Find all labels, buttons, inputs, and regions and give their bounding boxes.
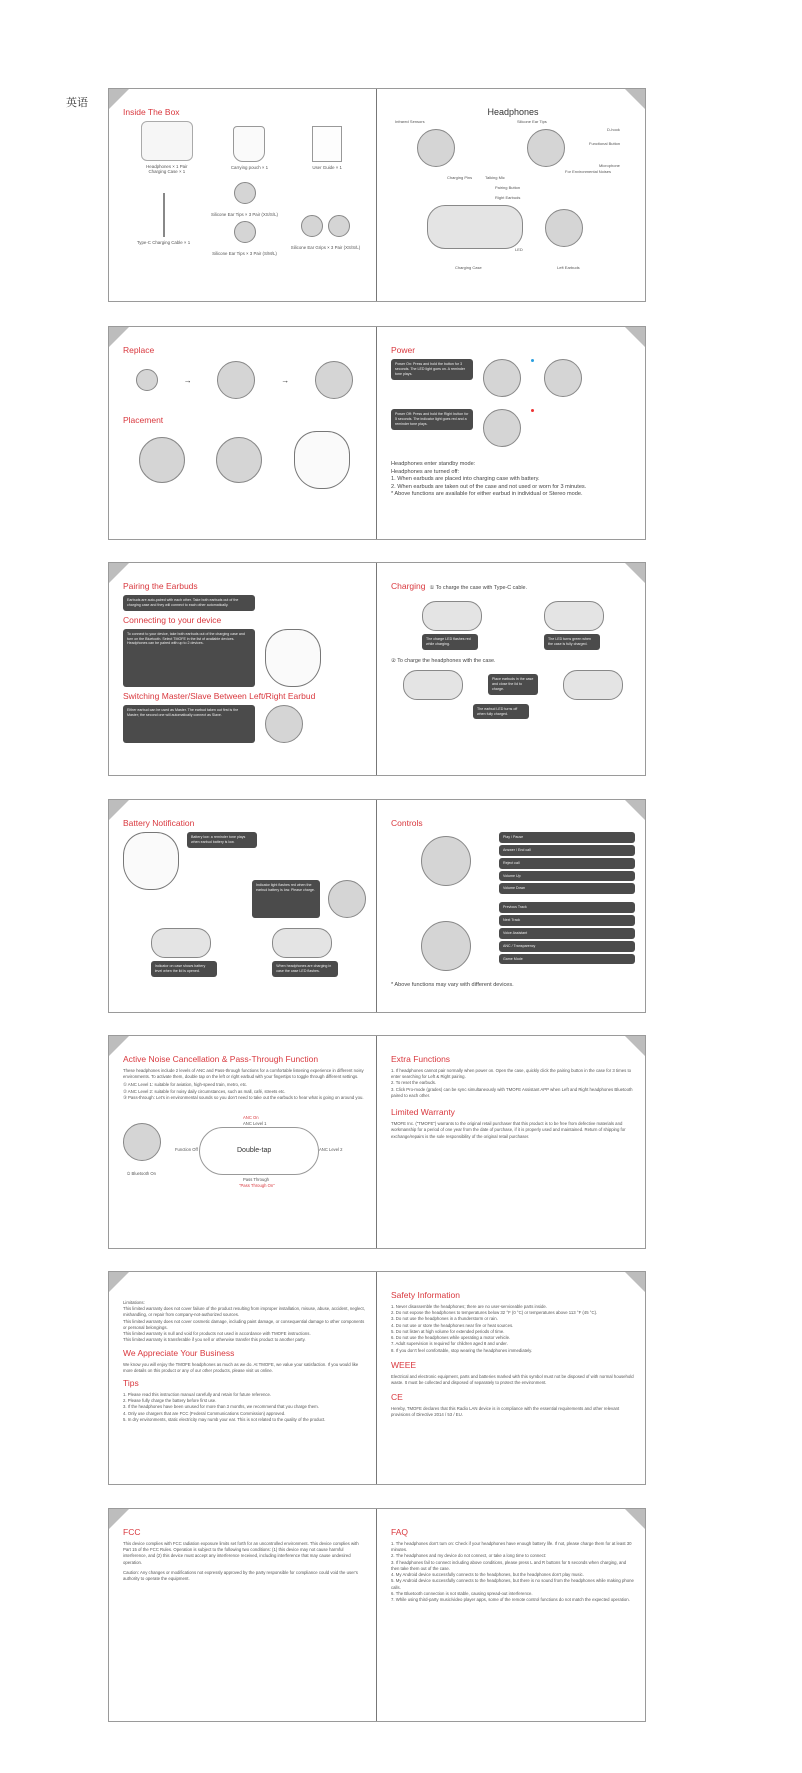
ear-grip-illustration: [301, 215, 323, 237]
pass-through-on-label: "Pass Through On": [239, 1183, 275, 1189]
anc-level: ③ Pass-through: Let's in environmental sounds so you don't need to take out the earbuds to hear what is going on around you.: [123, 1094, 364, 1100]
earbud-anc: [123, 1123, 161, 1161]
page-corner: [625, 327, 645, 347]
battery-page: [109, 800, 377, 1012]
earbud-illustration-1: [417, 129, 455, 167]
connecting-block: [123, 629, 366, 687]
control-item: Reject call: [499, 858, 635, 869]
ear-tip-illustration: [234, 182, 256, 204]
connecting-title: Connecting to your device: [123, 614, 222, 625]
anc-level1-label: ANC Level 1: [243, 1121, 267, 1127]
pairing-title: Pairing the Earbuds: [123, 581, 198, 591]
limitations-line: This limited warranty does not cover cosmetic damage, including paint damage, or consequential damage to other components or personal belongings.: [123, 1318, 365, 1330]
inside-box-row-2: [123, 182, 366, 256]
charging-page: [377, 563, 645, 775]
charging-step-1: ① To charge the case with Type-C cable.: [429, 585, 528, 591]
safety-item: 8. If you don't feel comfortable, stop wearing the headphones immediately.: [391, 1347, 533, 1353]
control-item: Game Mode: [499, 954, 635, 965]
earbud-power-on-2: [544, 359, 582, 397]
controls-block: [391, 832, 635, 976]
ce-title: CE: [391, 1392, 403, 1403]
fcc-text: This device complies with FCC radiation exposure limits set forth for an uncontrolled environment. This device complies with Part 15 of the FCC Rules. Operation is subject to the following two conditions: (1) this device may not cause harmful interference, and (2) this device must accept any interference received, including interference that may cause undesired operation.: [123, 1541, 359, 1565]
page-corner: [625, 1272, 645, 1292]
standby-line: Headphones are turned off:: [391, 468, 460, 475]
limitations-line: This limited warranty is transferable if you sell or otherwise transfer this product to another party.: [123, 1337, 306, 1343]
pairing-page: [109, 563, 377, 775]
earbud-step-1: [217, 361, 255, 399]
appreciate-title: We Appreciate Your Business: [123, 1347, 235, 1358]
label-env-noises: For Environmental Noises: [565, 169, 612, 174]
anc-level: ① ANC Level 1: suitable for aviation, high-speed train, metro, etc.: [123, 1082, 248, 1088]
replace-steps: [123, 361, 366, 399]
earbud-illustration-2: [527, 129, 565, 167]
open-case-illustration-2: [563, 670, 623, 700]
tips-item: 3. If the headphones have been unused for more than 3 months, we recommend that you charge them.: [123, 1404, 319, 1410]
battery-row-3: [123, 928, 366, 977]
page-corner: [109, 800, 129, 820]
standby-line: 2. When earbuds are taken out of the case and not used or worn for 3 minutes.: [391, 483, 587, 490]
item-user-guide: User Guide × 1: [312, 164, 342, 170]
warranty-title: Limited Warranty: [391, 1107, 455, 1118]
safety-page: [377, 1272, 645, 1484]
headphones-title: Headphones: [487, 107, 539, 117]
bluetooth-label: [127, 1171, 156, 1176]
replace-title: Replace: [123, 345, 155, 355]
anc-intro: These headphones include 2 levels of ANC and Pass-through functions for a comfortable listening experience in different noisy environments. To activate them, double tap on the left or right earbud with your fingertips to toggle through different settings.: [123, 1068, 364, 1080]
label-function-button: Functional Button: [589, 141, 621, 146]
control-item: Play / Pause: [499, 832, 635, 843]
anc-level: ② ANC Level 2: suitable for noisy daily circumstances, such as mall, café, streets etc.: [123, 1088, 286, 1094]
ear-tip-illustration-2: [234, 221, 256, 243]
limitations-line: This limited warranty is null and void for products not used in accordance with TMOFE instructions.: [123, 1331, 311, 1337]
power-off-block: [391, 409, 635, 447]
switching-title: Switching Master/Slave Between Left/Right Earbud: [123, 690, 316, 701]
safety-item: 4. Do not use or store the headphones near fire or heat sources.: [391, 1322, 514, 1328]
open-case-illustration: [403, 670, 463, 700]
controls-title: Controls: [391, 818, 423, 828]
language-tag: 英语: [66, 97, 88, 109]
controls-illustrations: [391, 832, 491, 976]
extra-title: Extra Functions: [391, 1054, 451, 1064]
extra-page: [377, 1036, 645, 1248]
faq-item: 6. The Bluetooth connection is not stable, causing spread-out interference.: [391, 1590, 533, 1596]
battery-bubble-2: Indicator light flashes red when the earbud battery is low. Please charge.: [252, 880, 320, 918]
manual-spread-4: [108, 799, 646, 1013]
safety-item: 3. Do not use the headphones in a thunderstorm or rain.: [391, 1316, 498, 1322]
power-on-block: [391, 359, 635, 397]
tips-title: Tips: [123, 1377, 139, 1388]
faq-title: FAQ: [391, 1527, 409, 1537]
case-full-illustration: [544, 601, 604, 631]
manual-spread-1: [108, 88, 646, 302]
page-corner: [625, 89, 645, 109]
tips-item: 4. Only use chargers that are FCC (Federal Communications Commission) approved.: [123, 1410, 286, 1416]
guide-illustration: [312, 126, 342, 162]
safety-item: 6. Do not use the headphones while operating a motor vehicle.: [391, 1335, 511, 1341]
faq-item: 3. If headphones fail to connect including above conditions, please press L and R buttons for 5 seconds when charging, and then take them out of the case.: [391, 1559, 627, 1571]
item-pouch: Carrying pouch × 1: [230, 164, 269, 170]
label-d-hook: D-hook: [607, 127, 620, 132]
placement-title: Placement: [123, 415, 164, 425]
case-charging-illustration: [422, 601, 482, 631]
label-pairing-button: Pairing Button: [495, 185, 521, 190]
item-headphones: Headphones × 1 Pair: [146, 164, 188, 169]
charging-title: Charging: [391, 581, 426, 591]
blue-led-icon: [531, 359, 534, 362]
label-charging-pins: Charging Pins: [447, 175, 473, 180]
controls-note: * Above functions may vary with different devices.: [391, 982, 514, 988]
manual-spread-6: [108, 1271, 646, 1485]
page-corner: [625, 1036, 645, 1056]
page-corner: [109, 89, 129, 109]
faq-item: 1. The headphones don't turn on: Check if your headphones have enough battery life. If not, please charge them for at least 30 minutes.: [391, 1541, 632, 1553]
extra-item: 1. If headphones cannot pair normally when power on. Open the case, quickly click the pairing button in the case for 3 times to enter searching for Left & Right pairing.: [391, 1068, 632, 1080]
page-corner: [109, 563, 129, 583]
weee-title: WEEE: [391, 1359, 417, 1370]
ear-placement-2: [216, 437, 262, 483]
charging-case-row: [391, 601, 635, 650]
page-corner: [109, 1272, 129, 1292]
faq-item: 2. The headphones and my device do not connect, or take a long time to connect:: [391, 1553, 547, 1559]
warranty-text: TMOFE Inc. ("TMOFE") warrants to the original retail purchaser that this product is to be free from defective materials and workmanship for a period of one year from the date of purchase, if it is properly used and maintained. Return of shipping for exchange/repairs is the sole responsibility of the original retail purchaser.: [391, 1121, 626, 1139]
tips-item: 2. Please fully charge the battery before first use.: [123, 1398, 217, 1404]
item-cable: Type-C Charging Cable × 1: [136, 240, 191, 245]
standby-line: * Above functions are available for either earbud in individual or Stereo mode.: [391, 491, 583, 498]
function-off-label: Function Off: [175, 1147, 198, 1153]
fcc-caution: Caution: Any changes or modifications not expressly approved by the party responsible for compliance could void the user's authority to operate the equipment.: [123, 1569, 358, 1582]
extra-item: 2. To reset the earbuds.: [391, 1080, 437, 1086]
item-charging-case: Charging Case × 1: [148, 169, 186, 174]
anc-title: Active Noise Cancellation & Pass-Through Function: [123, 1054, 319, 1064]
ear-grip-illustration-2: [328, 215, 350, 237]
bluetooth-on-text: Bluetooth On: [131, 1171, 156, 1177]
label-infrared: Infrared Sensors: [395, 119, 425, 124]
faq-page: [377, 1509, 645, 1721]
ear-placement-1: [139, 437, 185, 483]
head-illustration: [123, 832, 179, 890]
battery-bubble-4: When headphones are charging in case the case LED flashes.: [272, 961, 338, 977]
weee-text: Electrical and electronic equipment, parts and batteries marked with this symbol must not be disposed of with normal household waste. It must be collected and disposed of separately to protect the environment.: [391, 1373, 634, 1385]
tips-item: 5. In dry environments, static electricity may numb your ear. This is not related to the quality of the product.: [123, 1416, 326, 1422]
inside-box-page: [109, 89, 377, 301]
ce-text: Hereby, TMOFE declares that this Radio LAN device is in compliance with the essential requirements and other relevant provisions of Directive 2014 / 53 / EU.: [391, 1406, 620, 1418]
pairing-block: [123, 595, 366, 611]
page-corner: [625, 1509, 645, 1529]
open-case-battery: [272, 928, 332, 958]
power-page: [377, 327, 645, 539]
earbud-switch: [265, 705, 303, 743]
arrow-icon: →: [183, 375, 192, 385]
control-item: Volume Down: [499, 883, 635, 894]
head-illustration: [265, 629, 321, 687]
manual-spread-5: [108, 1035, 646, 1249]
safety-item: 7. Adult supervision is required for children aged 8 and under.: [391, 1341, 508, 1347]
safety-item: 2. Do not expose the headphones to temperatures below 32 °F (0 °C) or temperatures above 113 °F (45 °C).: [391, 1310, 598, 1316]
placement-steps: [123, 431, 366, 489]
control-item: Volume Up: [499, 871, 635, 882]
page-corner: [625, 563, 645, 583]
ear-tip-step: [136, 369, 158, 391]
standby-line: 1. When earbuds are placed into charging case with battery.: [391, 476, 540, 483]
charging-bubble-4: The earbud LED turns off when fully charged.: [473, 704, 529, 720]
fcc-page: [109, 1509, 377, 1721]
control-item: Next Track: [499, 915, 635, 926]
headphones-page: [377, 89, 645, 301]
label-talking-mic: Talking Mic: [485, 175, 505, 180]
limitations-heading: Limitations:: [123, 1300, 145, 1305]
control-item: ANC / Transparency: [499, 941, 635, 952]
control-item: Voice Assistant: [499, 928, 635, 939]
case-illustration: [141, 121, 193, 161]
switching-bubble: Either earbud can be used as Master. The earbud taken out first is the Master; the second one will automatically connect as Slave.: [123, 705, 255, 743]
battery-bubble-3: Indicator on case shows battery level when the lid is opened.: [151, 961, 217, 977]
label-ear-tips: Silicone Ear Tips: [517, 119, 547, 124]
cable-illustration: [163, 193, 165, 237]
charging-step-2: ② To charge the headphones with the case.: [391, 657, 496, 664]
earbud-power-on: [483, 359, 521, 397]
anc-page: [109, 1036, 377, 1248]
page-corner: [109, 327, 129, 347]
charging-bubble-1: The charge LED flashes red while charging.: [422, 634, 478, 650]
power-icon: ⏻: [127, 1171, 131, 1177]
earbud-power-off: [483, 409, 521, 447]
inside-box-row-1: [123, 121, 366, 174]
tips-item: 1. Please read this instruction manual carefully and retain for future reference.: [123, 1391, 272, 1397]
control-item: Previous Track: [499, 902, 635, 913]
page-corner: [109, 1036, 129, 1056]
extra-item: 3. Click Pro-mode (grades) can be sync simultaneously with TMOFE Assistant APP when Left and Right headphones Bluetooth paired to each other.: [391, 1086, 633, 1098]
double-tap-label: Double-tap: [237, 1147, 272, 1155]
label-left-earbuds: Left Earbuds: [557, 265, 580, 270]
charging-bubble-3: Place earbuds in the case and close the lid to charge.: [488, 674, 538, 695]
power-on-bubble: Power On: Press and hold the button for 3 seconds. The LED light goes on. A reminder tone plays.: [391, 359, 473, 380]
earbud-battery: [328, 880, 366, 918]
earbud-step-2: [315, 361, 353, 399]
power-off-bubble: Power Off: Press and hold the Right button for 5 seconds. The indicator light goes red and a reminder tone plays.: [391, 409, 473, 430]
power-title: Power: [391, 345, 416, 355]
faq-item: 7. While using third-party music/video player apps, some of the remote control functions do not match the expected operation.: [391, 1596, 630, 1602]
connecting-bubble: To connect to your device, take both earbuds out of the charging case and turn on the Bluetooth. Select TMOFE in the list of available devices. Headphones can be paired with up to 2 devices.: [123, 629, 255, 687]
label-led: LED: [515, 247, 523, 252]
manual-spread-3: [108, 562, 646, 776]
label-right-earbuds: Right Earbuds: [495, 195, 521, 200]
safety-item: 1. Never disassemble the headphones; there are no user-serviceable parts inside.: [391, 1304, 547, 1309]
label-microphone: Microphone: [599, 163, 620, 168]
label-charging-case: Charging Case: [455, 265, 482, 270]
charging-bubble-2: The LED turns green when the case is fully charged.: [544, 634, 600, 650]
item-ear-grips: Silicone Ear Grips × 3 Pair (XS/S/L): [290, 244, 361, 250]
controls-list: [499, 832, 635, 976]
item-ear-tips-s: Silicone Ear Tips × 3 Pair (S/M/L): [212, 251, 277, 256]
limitations-line: This limited warranty does not cover failure of the product resulting from improper installation, misuse, abuse, accident, neglect, mishandling, or repair from company-not-authorized sources.: [123, 1306, 365, 1318]
anc-level2-label: ANC Level 2: [319, 1147, 343, 1153]
earbud-hold: [421, 921, 471, 971]
pairing-bubble: Earbuds are auto-paired with each other. Take both earbuds out of the charging case and they will connect to each other automatically.: [123, 595, 255, 611]
page-corner: [625, 800, 645, 820]
battery-title: Battery Notification: [123, 818, 195, 828]
head-illustration: [294, 431, 350, 489]
item-ear-tips-xs: Silicone Ear Tips × 3 Pair (XS/S/L): [211, 212, 278, 217]
battery-bubble-1: Battery low: a reminder tone plays when earbud battery is low.: [187, 832, 257, 848]
safety-title: Safety Information: [391, 1290, 460, 1300]
switching-block: [123, 705, 366, 743]
manual-spread-7: [108, 1508, 646, 1722]
arrow-icon: →: [281, 375, 290, 385]
faq-item: 5. My Android device successfully connects to the headphones, but there is no sound from the headphones while making phone calls.: [391, 1578, 634, 1590]
limitations-page: [109, 1272, 377, 1484]
charging-earbuds-row: [391, 670, 635, 700]
faq-item: 4. My Android device successfully connects to the headphones, but the headphones don't play music.: [391, 1572, 584, 1578]
anc-on-label: ANC On: [243, 1115, 259, 1121]
pass-through-label: Pass Through: [243, 1177, 269, 1183]
charging-case-illustration: [427, 205, 523, 249]
page-corner: [109, 1509, 129, 1529]
earbud-tap: [421, 836, 471, 886]
safety-item: 5. Do not listen at high volume for extended periods of time.: [391, 1328, 505, 1334]
controls-page: [377, 800, 645, 1012]
control-item: Answer / End call: [499, 845, 635, 856]
manual-spread-2: [108, 326, 646, 540]
left-earbud-illustration: [545, 209, 583, 247]
fcc-title: FCC: [123, 1527, 141, 1537]
appreciate-text: We know you will enjoy the TMOFE headphones as much as we do. At TMOFE, we value your satisfaction. If you would like more details on this product or any of our other products, please visit us online.: [123, 1361, 359, 1373]
red-led-icon: [531, 409, 534, 412]
replace-page: [109, 327, 377, 539]
case-battery-illustration: [151, 928, 211, 958]
anc-diagram: [123, 1109, 366, 1205]
inside-box-title: Inside The Box: [123, 107, 180, 117]
standby-title: Headphones enter standby mode:: [391, 461, 476, 467]
charging-header: [391, 581, 635, 595]
pouch-illustration: [233, 126, 265, 162]
